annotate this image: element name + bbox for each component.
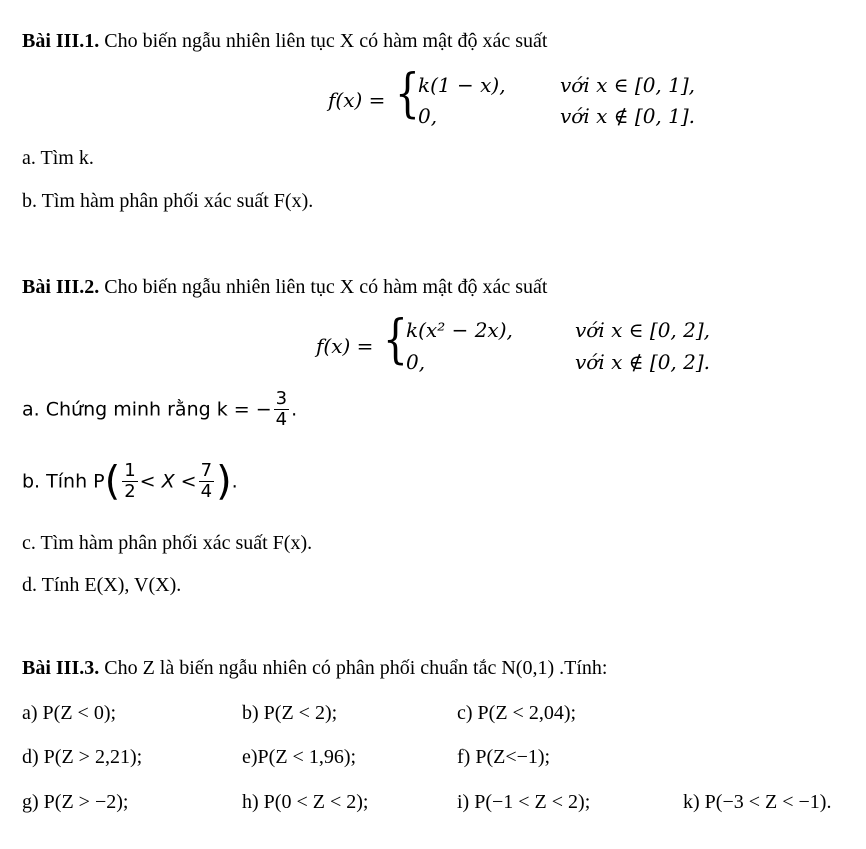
problem-3-item-k: k) P(−3 < Z < −1). — [683, 791, 832, 813]
fraction-denominator: 4 — [275, 409, 288, 430]
problem-3-intro: Cho Z là biến ngẫu nhiên có phân phối chuẩn tắc N(0,1) .Tính: — [104, 657, 608, 679]
problem-1-part-b: b. Tìm hàm phân phối xác suất F(x). — [22, 190, 314, 212]
problem-2-part-d: d. Tính E(X), V(X). — [22, 574, 182, 596]
problem-2-heading — [22, 276, 547, 299]
problem-2-f-lhs: f(x) = — [316, 334, 374, 358]
fraction-denominator: 2 — [124, 481, 136, 502]
problem-3-item-f: f) P(Z<−1); — [457, 746, 551, 768]
problem-3-item-d: d) P(Z > 2,21); — [22, 746, 143, 768]
problem-3-item-g: g) P(Z > −2); — [22, 791, 129, 813]
problem-2-part-b: b. Tính P( $\frac{1}{2}$ < X < $\frac{7}{4}$ ). — [22, 458, 238, 505]
fraction-seven-quarters — [199, 461, 214, 502]
problem-2-part-a-text: a. Chứng minh rằng k = − — [22, 398, 272, 421]
problem-3-heading — [22, 657, 607, 680]
problem-2-part-a: a. Chứng minh rằng k = − $\frac{3}{4}$ . — [22, 388, 298, 430]
problem-2-title: Bài III.2. — [22, 276, 100, 298]
problem-2-part-c: c. Tìm hàm phân phối xác suất F(x). — [22, 532, 313, 554]
problem-1-f-lhs: f(x) = — [328, 88, 386, 112]
problem-1-brace: { — [395, 64, 420, 124]
problem-1-title: Bài III.1. — [22, 30, 100, 52]
problem-3-item-a: a) P(Z < 0); — [22, 702, 117, 724]
problem-3-item-c: c) P(Z < 2,04); — [457, 702, 577, 724]
problem-3-item-e: e)P(Z < 1,96); — [242, 746, 357, 768]
problem-3-item-h: h) P(0 < Z < 2); — [242, 791, 369, 813]
fraction-three-quarters — [274, 389, 289, 430]
problem-1-case2-cond: với x ∉ [0, 1]. — [560, 104, 696, 128]
problem-1-heading — [22, 30, 547, 53]
problem-2-intro: Cho biến ngẫu nhiên liên tục X có hàm mật độ xác suất — [104, 276, 548, 298]
problem-3-item-b: b) P(Z < 2); — [242, 702, 338, 724]
problem-2-brace: { — [383, 310, 408, 370]
problem-1-case1-cond: với x ∈ [0, 1], — [560, 73, 696, 97]
problem-1-case1-expr: k(1 − x), — [418, 73, 506, 97]
problem-1-case2-expr: 0, — [418, 104, 438, 128]
problem-1-intro: Cho biến ngẫu nhiên liên tục X có hàm mật độ xác suất — [104, 30, 548, 52]
problem-1-part-a: a. Tìm k. — [22, 147, 94, 169]
problem-2-case2-expr: 0, — [406, 350, 426, 374]
fraction-denominator: 4 — [200, 481, 213, 502]
problem-2-case1-cond: với x ∈ [0, 2], — [575, 318, 711, 342]
fraction-numerator: 3 — [275, 388, 288, 409]
fraction-numerator: 1 — [124, 460, 136, 481]
problem-2-case2-cond: với x ∉ [0, 2]. — [575, 350, 711, 374]
problem-3-item-i: i) P(−1 < Z < 2); — [457, 791, 591, 813]
fraction-numerator: 7 — [200, 460, 213, 481]
inequality-middle: < X < — [139, 470, 197, 493]
fraction-one-half — [122, 461, 137, 502]
problem-2-case1-expr: k(x² − 2x), — [406, 318, 513, 342]
problem-2-part-b-text: b. Tính P — [22, 470, 105, 493]
problem-3-title: Bài III.3. — [22, 657, 100, 679]
